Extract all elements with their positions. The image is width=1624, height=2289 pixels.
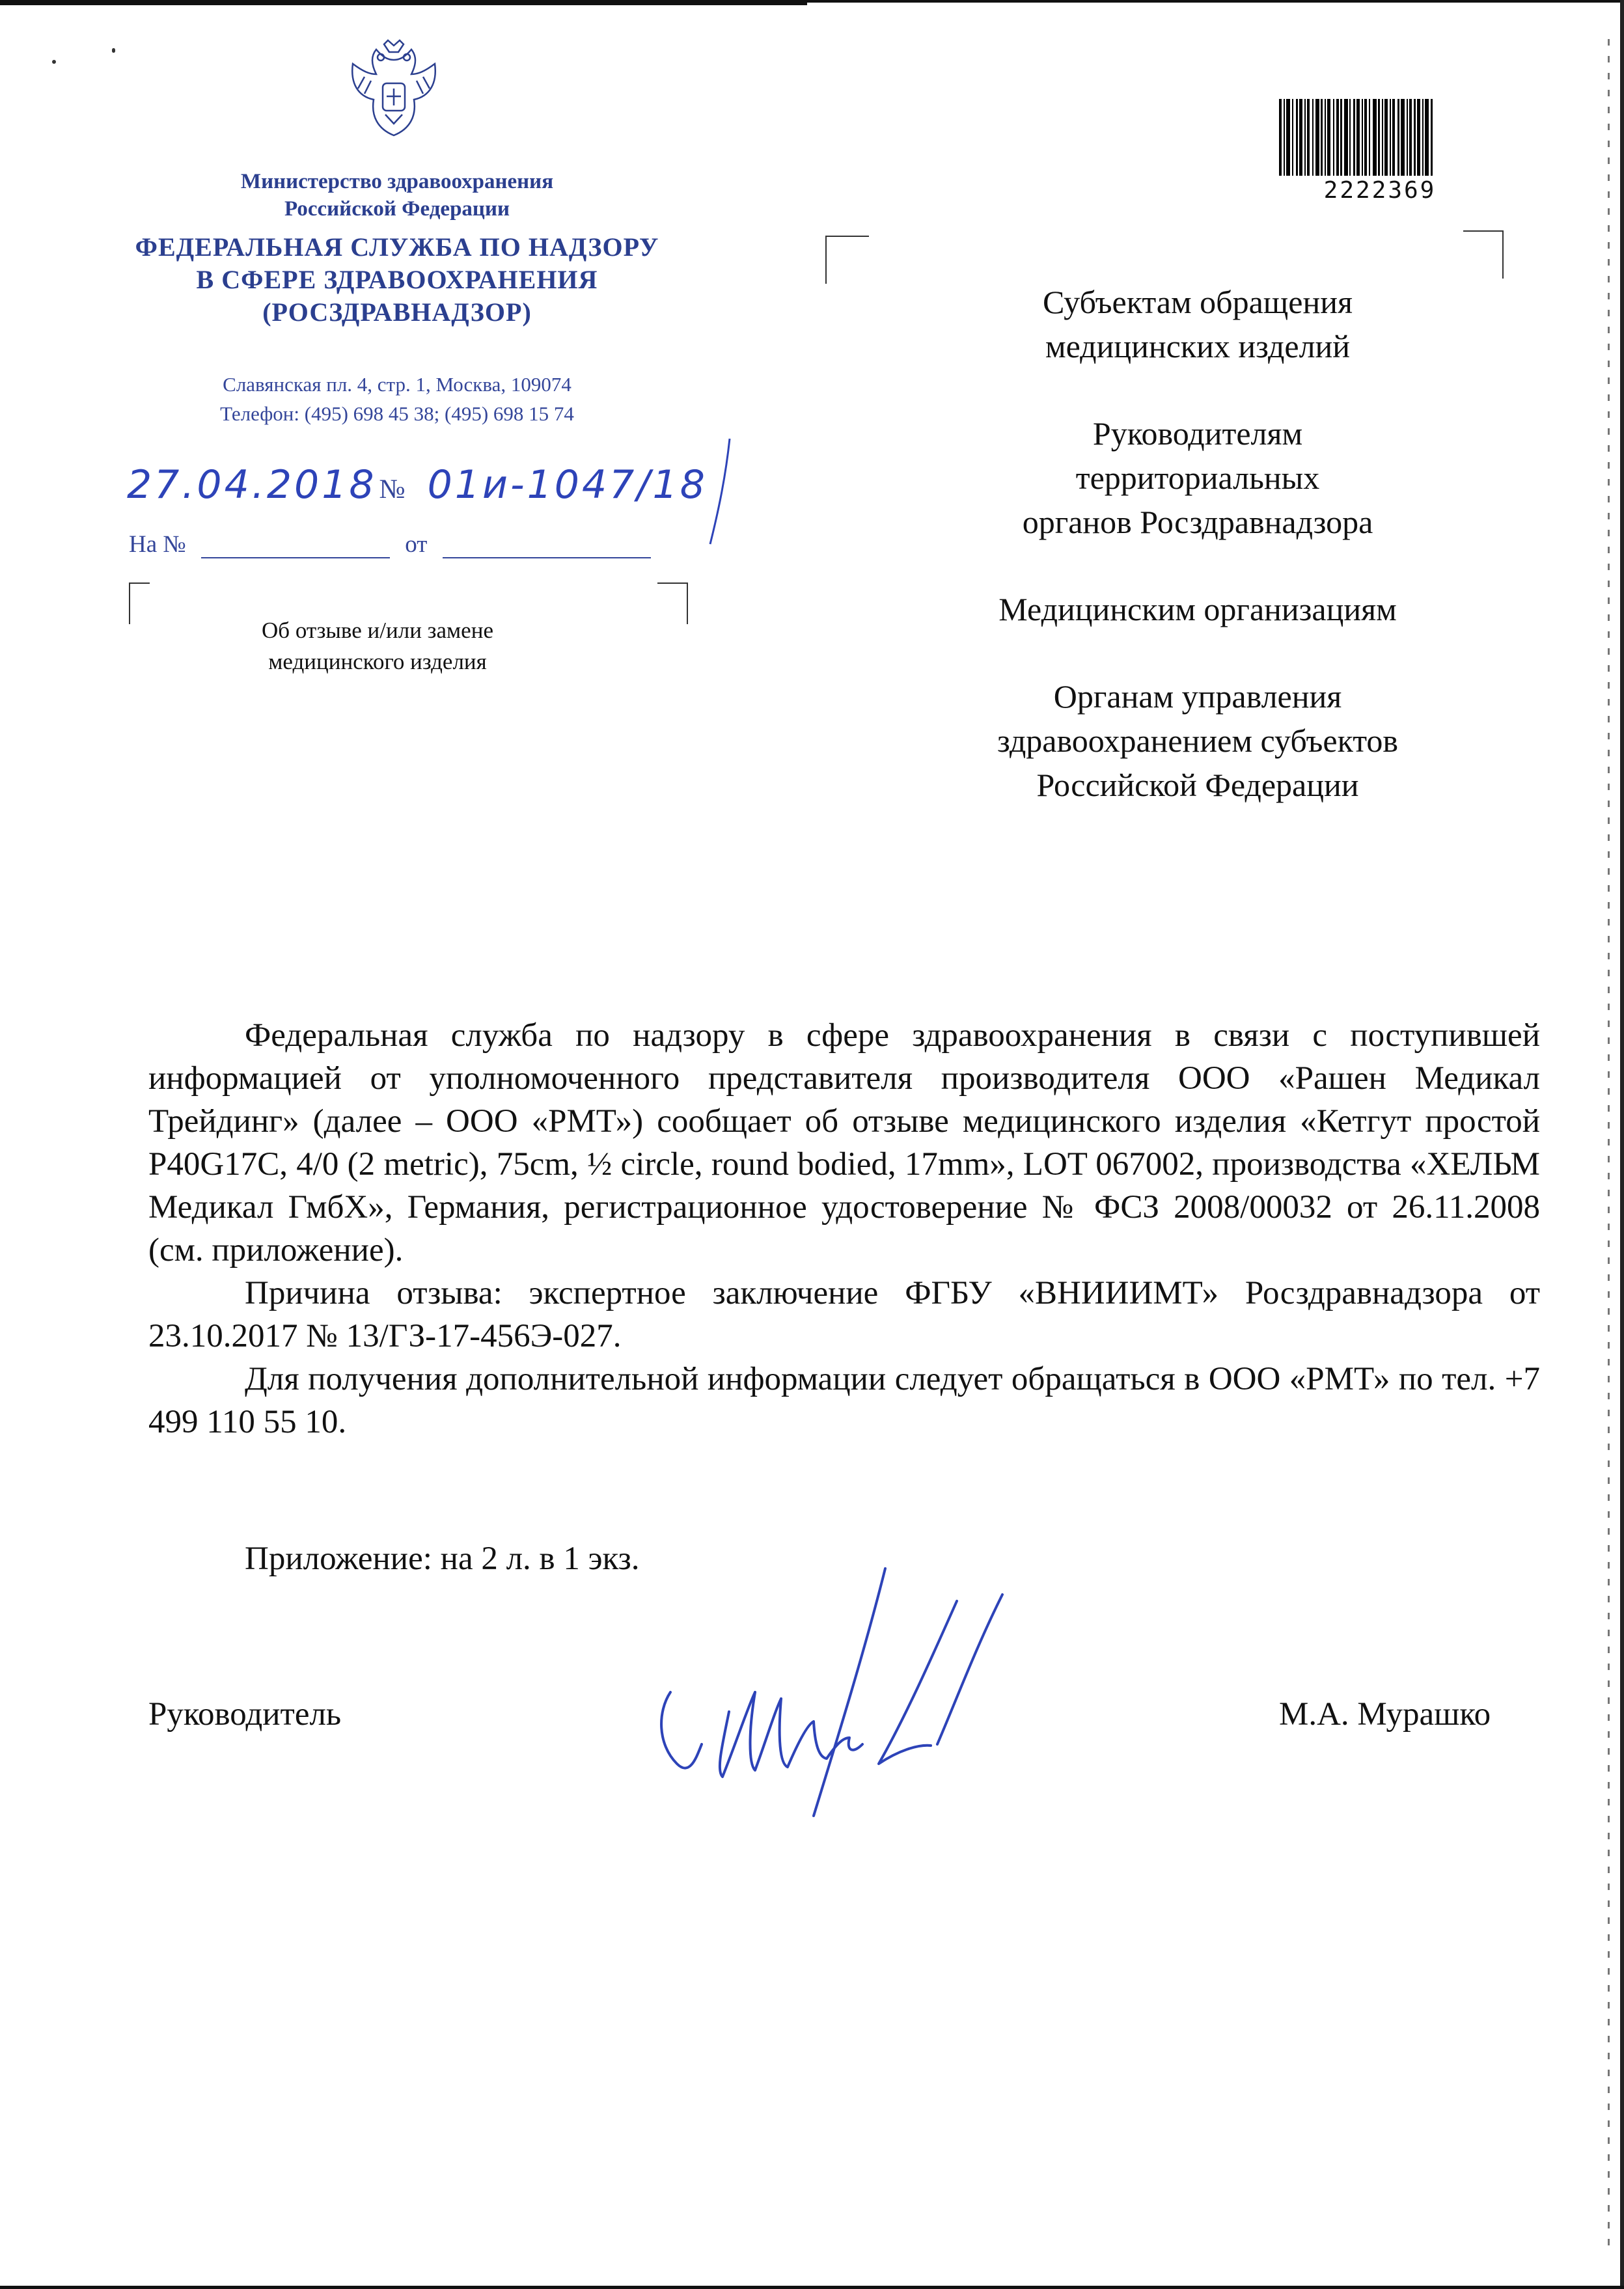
scan-speck bbox=[112, 48, 115, 53]
scan-edge-top bbox=[0, 0, 807, 5]
reference-line bbox=[129, 530, 651, 558]
addressee-1-line-2: медицинских изделий bbox=[1045, 328, 1351, 364]
subject-line-2: медицинского изделия bbox=[268, 649, 487, 674]
scan-speck bbox=[52, 60, 56, 64]
service-name bbox=[111, 231, 683, 329]
registration-line bbox=[127, 462, 791, 524]
addressee-3 bbox=[905, 587, 1491, 631]
addressee-corner-right bbox=[1463, 230, 1504, 279]
letter-subject bbox=[150, 615, 605, 678]
registration-number: 01и-1047/18 bbox=[427, 462, 708, 508]
body-paragraph-2: Причина отзыва: экспертное заключение ФГБУ «ВНИИИМТ» Росздравнадзора от 23.10.2017 № 13/ГЗ-17-456Э-027. bbox=[148, 1275, 1540, 1354]
ot-underline bbox=[443, 535, 651, 558]
signatory-name: М.А. Мурашко bbox=[1279, 1696, 1491, 1733]
scan-edge-right bbox=[1620, 0, 1624, 2289]
ministry-line-1: Министерство здравоохранения bbox=[240, 170, 554, 193]
phone: Телефон: (495) 698 45 38; (495) 698 15 74 bbox=[220, 402, 574, 425]
barcode bbox=[1279, 99, 1481, 176]
number-sign: № bbox=[379, 474, 406, 504]
contact-block bbox=[111, 370, 683, 428]
letter-body bbox=[148, 1014, 1540, 1444]
scan-edge-bottom bbox=[0, 2286, 1624, 2289]
addressee-4-line-3: Российской Федерации bbox=[1036, 767, 1359, 803]
addressee-1-line-1: Субъектам обращения bbox=[1043, 284, 1353, 320]
registration-date: 27.04.2018 bbox=[127, 462, 377, 508]
coat-of-arms-icon bbox=[345, 38, 443, 148]
subject-line-1: Об отзыве и/или замене bbox=[262, 618, 493, 643]
subject-corner-left bbox=[129, 583, 150, 624]
addressee-2-line-2: территориальных bbox=[1075, 459, 1320, 496]
addressee-list bbox=[905, 280, 1491, 850]
ministry-line-2: Российской Федерации bbox=[284, 197, 510, 221]
addressee-1 bbox=[905, 280, 1491, 368]
body-paragraph-1: Федеральная служба по надзору в сфере здравоохранения в связи с поступившей информацией от уполномоченного представителя производителя ООО «Рашен Медикал Трейдинг» (далее – ООО «РМТ») сообщает об отзыве медицинского изделия «Кетгут простой P40G17C, 4/0 (2 metric), 75cm, ½ circle, round bodied, 17mm», LOT 067002, производства «ХЕЛЬМ Медикал ГмбХ», Германия, регистрационное удостоверение № ФСЗ 2008/00032 от 26.11.2008 (см. приложение). bbox=[148, 1017, 1540, 1268]
service-line-2: В СФЕРЕ ЗДРАВООХРАНЕНИЯ bbox=[196, 265, 598, 294]
number-slash-stroke bbox=[706, 436, 732, 547]
subject-corner-right bbox=[657, 583, 688, 624]
signatory-role: Руководитель bbox=[148, 1696, 342, 1733]
service-line-1: ФЕДЕРАЛЬНАЯ СЛУЖБА ПО НАДЗОРУ bbox=[135, 232, 659, 262]
scan-edge-right-dashes bbox=[1608, 39, 1610, 2252]
scan-edge-top-thin bbox=[807, 0, 1624, 3]
addressee-2 bbox=[905, 411, 1491, 544]
barcode-number: 2222369 bbox=[1323, 177, 1437, 204]
na-underline bbox=[201, 535, 390, 558]
ot-label: от bbox=[405, 531, 428, 558]
attachment-note: Приложение: на 2 л. в 1 экз. bbox=[245, 1541, 640, 1577]
body-paragraph-3: Для получения дополнительной информации следует обращаться в ООО «РМТ» по тел. +7 499 110 55 10. bbox=[148, 1361, 1540, 1440]
addressee-3-line-1: Медицинским организациям bbox=[998, 591, 1397, 627]
addressee-2-line-1: Руководителям bbox=[1092, 415, 1303, 452]
ministry-name bbox=[111, 168, 683, 223]
addressee-4-line-1: Органам управления bbox=[1053, 678, 1342, 715]
addressee-2-line-3: органов Росздравнадзора bbox=[1022, 504, 1373, 540]
addressee-corner-left bbox=[825, 236, 869, 284]
na-label: На № bbox=[129, 531, 186, 558]
service-line-3: (РОСЗДРАВНАДЗОР) bbox=[262, 297, 532, 327]
addressee-4 bbox=[905, 674, 1491, 807]
handwritten-signature bbox=[651, 1549, 1015, 1822]
address: Славянская пл. 4, стр. 1, Москва, 109074 bbox=[223, 373, 571, 396]
addressee-4-line-2: здравоохранением субъектов bbox=[997, 722, 1399, 759]
